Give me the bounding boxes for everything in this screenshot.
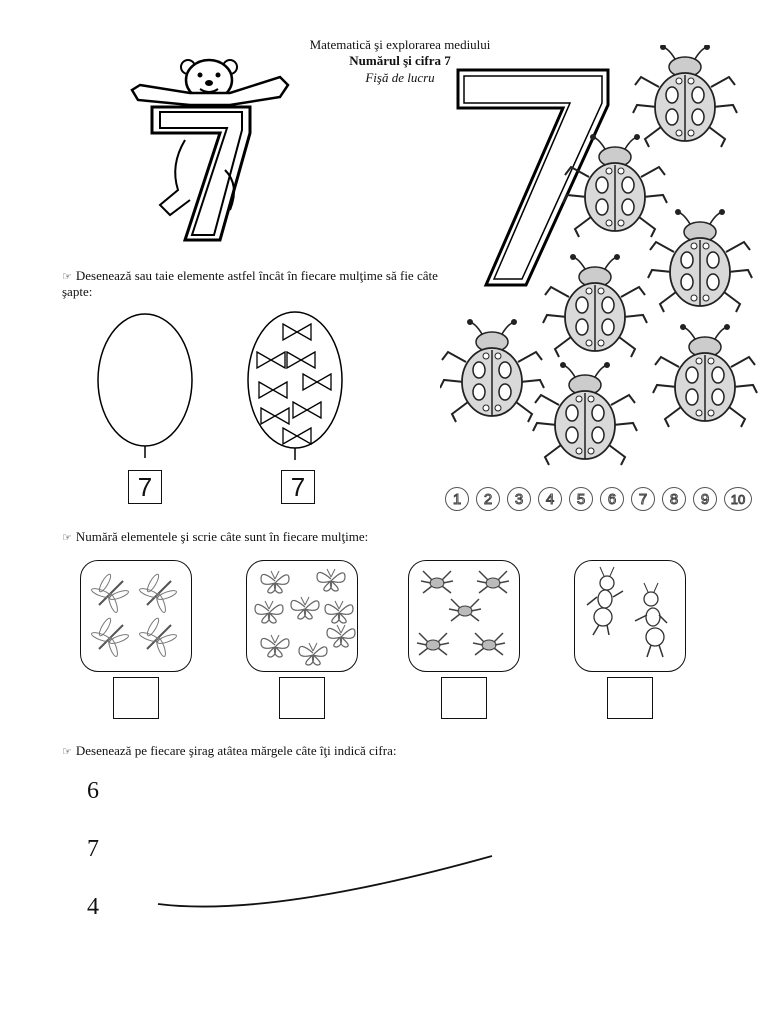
task1-box: 7 (128, 470, 162, 504)
number-strip-item: 8 (662, 487, 686, 511)
bear-holding-seven-icon (130, 55, 300, 250)
number-strip-item: 10 (724, 487, 752, 511)
butterfly-icon (325, 601, 353, 623)
dragonfly-icon (139, 573, 178, 614)
task1-instruction-text: Desenează sau taie elemente astfel încât în fiecare mulţime să fie câte şapte: (62, 268, 438, 299)
number-strip-item: 4 (538, 487, 562, 511)
ladybug-icon (543, 254, 647, 357)
ladybug-icon (533, 362, 637, 465)
pointing-hand-icon: ☞ (62, 745, 72, 758)
number-strip-item: 3 (507, 487, 531, 511)
spider-icon (477, 571, 509, 593)
spider-icon (421, 571, 453, 593)
number-strip-item: 7 (631, 487, 655, 511)
task3-instruction (62, 743, 396, 759)
task1-box: 7 (281, 470, 315, 504)
task2-instruction-text: Numără elementele şi scrie câte sunt în fiecare mulţime: (75, 529, 369, 544)
dragonfly-icon (91, 573, 130, 614)
ladybug-icon (440, 319, 544, 422)
ladybug-icon (633, 45, 737, 147)
answer-box[interactable] (441, 677, 487, 719)
ladybug-icon (648, 209, 752, 312)
ladybug-icon (563, 134, 667, 237)
task1-instruction (62, 268, 442, 299)
spider-icon (473, 633, 505, 655)
bow-set-oval (245, 308, 345, 460)
dragonfly-icon (139, 617, 178, 658)
number-strip-item: 5 (569, 487, 593, 511)
header-subject: Matematică şi explorarea mediului (309, 37, 491, 52)
spider-icon (417, 633, 449, 655)
spider-set (408, 560, 520, 672)
number-strip-item: 1 (445, 487, 469, 511)
ant-set (574, 560, 686, 672)
butterfly-icon (255, 601, 283, 623)
pointing-hand-icon: ☞ (62, 531, 72, 544)
dragonfly-icon (91, 617, 130, 658)
bead-count-digit: 7 (87, 836, 99, 862)
butterfly-icon (317, 569, 345, 591)
header-subtitle: Fişă de lucru (365, 70, 435, 85)
ant-icon (587, 567, 623, 635)
task2-instruction (62, 529, 368, 545)
bead-string (150, 850, 500, 920)
bead-count-digit: 4 (87, 894, 99, 920)
pointing-hand-icon: ☞ (62, 270, 72, 283)
answer-box[interactable] (607, 677, 653, 719)
butterfly-icon (261, 635, 289, 657)
bead-count-digit: 6 (87, 778, 99, 804)
butterfly-icon (261, 571, 289, 593)
header-title: Numărul şi cifra 7 (349, 53, 451, 68)
number-strip-item: 9 (693, 487, 717, 511)
answer-box[interactable] (279, 677, 325, 719)
number-strip-item: 2 (476, 487, 500, 511)
spider-icon (449, 599, 481, 621)
butterfly-set (246, 560, 358, 672)
butterfly-icon (291, 597, 319, 619)
number-strip-item: 6 (600, 487, 624, 511)
task3-instruction-text: Desenează pe fiecare şirag atâtea mărgele câte îţi indică cifra: (75, 743, 397, 758)
ladybug-icon (653, 324, 757, 427)
butterfly-icon (299, 643, 327, 665)
empty-set-oval (95, 310, 195, 460)
answer-box[interactable] (113, 677, 159, 719)
ladybug-group (440, 45, 760, 495)
butterfly-icon (327, 625, 355, 647)
ant-icon (635, 583, 667, 657)
dragonfly-set (80, 560, 192, 672)
